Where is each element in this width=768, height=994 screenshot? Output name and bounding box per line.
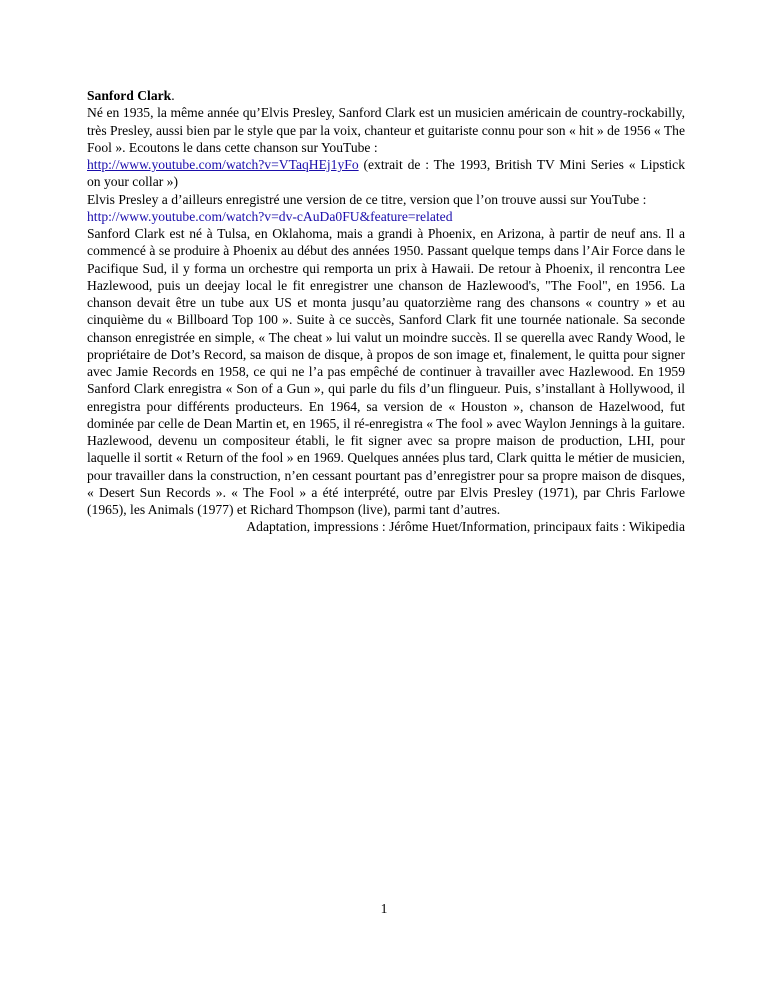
youtube-link-elvis[interactable]: http://www.youtube.com/watch?v=dv-cAuDa0FU&feature=related: [87, 208, 453, 224]
document-title: Sanford Clark: [87, 88, 172, 103]
elvis-version-text: Elvis Presley a d’ailleurs enregistré une version de ce titre, version que l’on trouve aussi sur YouTube :: [87, 191, 647, 207]
document-body: [87, 87, 685, 536]
biography-text: Sanford Clark est né à Tulsa, en Oklahoma, mais a grandi à Phoenix, en Arizona, à partir de neuf ans. Il a commencé à se produire à Phoenix au début des années 1950. Passant quelque temps dans l’Air Force dans le Pacifique Sud, il y forma un orchestre qui remporta un prix à Hawaii. De retour à Phoenix, il rencontra Lee Hazlewood, puis un deejay local le fit enregistrer une chanson de Hazlewood's, "The Fool", en 1956. La chanson devait être un tube aux US et monta jusqu’au quatorzième rang des chansons « country » et au cinquième du « Billboard Top 100 ». Suite à ce succès, Sanford Clark fit une tournée nationale. Sa seconde chanson enregistrée en simple, « The cheat » lui valut un moindre succès. Il se querella avec Randy Wood, le propriétaire de Dot’s Record, sa maison de disque, à propos de son image et, finalement, le quitta pour signer avec Jamie Records en 1958, ce qui ne l’a pas empêché de continuer à travailler avec Hazlewood. En 1959 Sanford Clark enregistra « Son of a Gun », qui parle du fils d’un flingueur. Puis, s’installant à Hollywood, il enregistra pour différents producteurs. En 1964, sa version de « Houston », chanson de Hazelwood, fut dominée par celle de Dean Martin et, en 1965, il ré-enregistra « The fool » avec Waylon Jennings à la guitare. Hazlewood, devenu un compositeur établi, le fit signer avec sa propre maison de production, LHI, pour laquelle il sortit « Return of the fool » en 1969. Quelques années plus tard, Clark quitta le métier de musicien, pour travailler dans la construction, n’en cessant pourtant pas d’enregistrer pour sa propre maison de disques, « Desert Sun Records ». « The Fool » a été interprété, outre par Elvis Presley (1971), par Chris Farlowe (1965), les Animals (1977) et Richard Thompson (live), parmi tant d’autres.: [87, 226, 685, 517]
intro-paragraph: [87, 87, 685, 518]
link1-note: (extrait de : The 1993, British TV Mini Series « Lipstick on your collar »): [87, 157, 685, 190]
youtube-link-lipstick[interactable]: http://www.youtube.com/watch?v=VTaqHEj1yFo: [87, 157, 359, 172]
page-number: 1: [380, 901, 388, 916]
intro-text: Né en 1935, la même année qu’Elvis Presley, Sanford Clark est un musicien américain de country-rockabilly, très Presley, aussi bien par le style que par la voix, chanteur et guitariste connu pour son « hit » de 1956 « The Fool ». Ecoutons le dans cette chanson sur YouTube :: [87, 105, 685, 155]
attribution-line: Adaptation, impressions : Jérôme Huet/Information, principaux faits : Wikipedia: [246, 519, 685, 535]
title-suffix: .: [171, 88, 175, 103]
